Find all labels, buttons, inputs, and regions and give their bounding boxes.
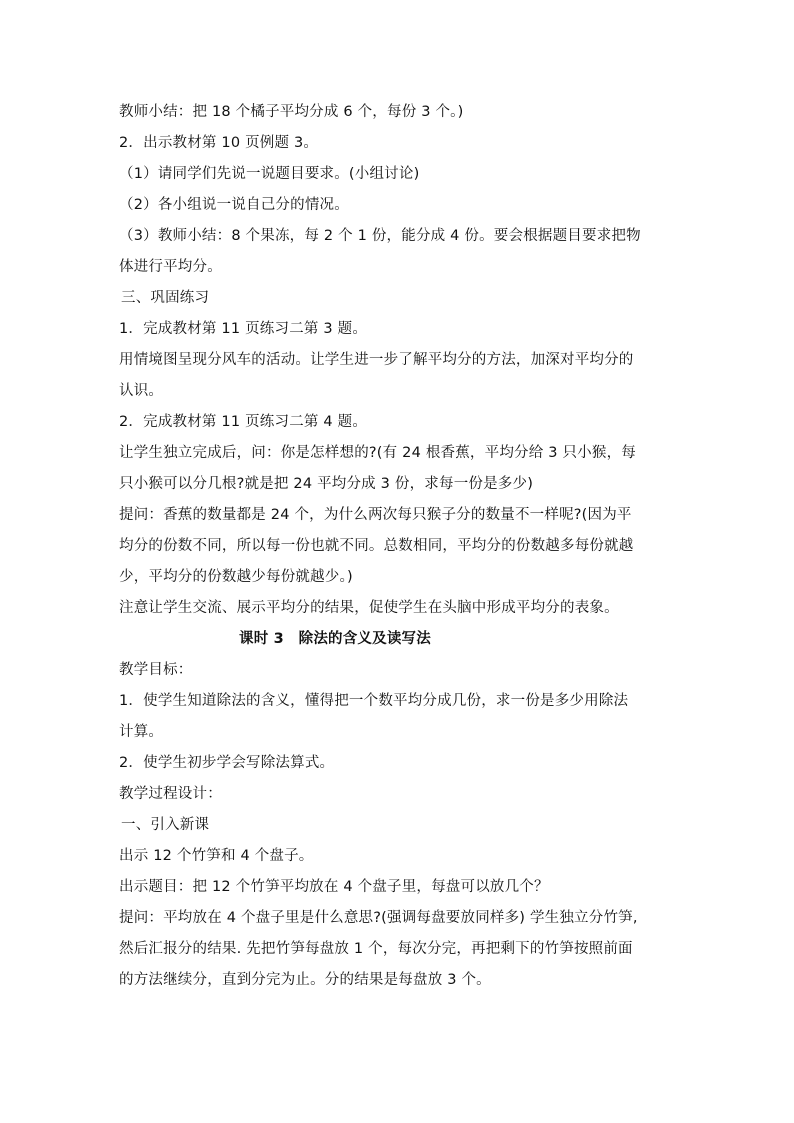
- lesson-title: 课时 3 除法的含义及读写法: [239, 631, 431, 647]
- paragraph-line: 提问：香蕉的数量都是 24 个，为什么两次每只猴子分的数量不一样呢?(因为平: [119, 507, 632, 523]
- paragraph-line: 的方法继续分，直到分完为止。分的结果是每盘放 3 个。: [119, 972, 491, 988]
- paragraph-line: 提问：平均放在 4 个盘子里是什么意思?(强调每盘要放同样多) 学生独立分竹笋,: [119, 910, 638, 926]
- paragraph-line: 体进行平均分。: [119, 259, 222, 275]
- paragraph-line: 计算。: [119, 724, 164, 740]
- paragraph-line: 2．完成教材第 11 页练习二第 4 题。: [119, 414, 368, 430]
- paragraph-line: 少，平均分的份数越少每份就越少。): [119, 569, 353, 585]
- section-heading: 一、引入新课: [121, 817, 210, 833]
- paragraph-line: 2．出示教材第 10 页例题 3。: [119, 135, 319, 151]
- paragraph-line: 1．使学生知道除法的含义，懂得把一个数平均分成几份，求一份是多少用除法: [119, 693, 629, 709]
- paragraph-line: （3）教师小结：8 个果冻，每 2 个 1 份，能分成 4 份。要会根据题目要求把物: [119, 228, 641, 244]
- paragraph-line: 注意让学生交流、展示平均分的结果，促使学生在头脑中形成平均分的表象。: [119, 600, 619, 616]
- paragraph-line: 用情境图呈现分风车的活动。让学生进一步了解平均分的方法，加深对平均分的: [119, 352, 634, 368]
- paragraph-line: 然后汇报分的结果. 先把竹笋每盘放 1 个，每次分完，再把剩下的竹笋按照前面: [119, 941, 633, 957]
- paragraph-line: （1）请同学们先说一说题目要求。(小组讨论): [119, 166, 420, 182]
- paragraph-line: 只小猴可以分几根?就是把 24 平均分成 3 份，求每一份是多少): [119, 476, 534, 492]
- paragraph-line: 让学生独立完成后，问：你是怎样想的?(有 24 根香蕉，平均分给 3 只小猴，每: [119, 445, 636, 461]
- paragraph-line: 认识。: [119, 383, 164, 399]
- paragraph-line: 出示 12 个竹笋和 4 个盘子。: [119, 848, 314, 864]
- paragraph-line: 均分的份数不同，所以每一份也就不同。总数相同，平均分的份数越多每份就越: [119, 538, 634, 554]
- paragraph-line: 1．完成教材第 11 页练习二第 3 题。: [119, 321, 368, 337]
- paragraph-line: （2）各小组说一说自己分的情况。: [119, 197, 349, 213]
- paragraph-line: 教学过程设计：: [119, 786, 222, 802]
- section-heading: 三、巩固练习: [121, 290, 210, 306]
- paragraph-line: 2．使学生初步学会写除法算式。: [119, 755, 335, 771]
- document-page: [119, 97, 679, 996]
- paragraph-line: 出示题目：把 12 个竹笋平均放在 4 个盘子里，每盘可以放几个？: [119, 879, 549, 895]
- paragraph-line: 教学目标：: [119, 662, 193, 678]
- paragraph-line: 教师小结：把 18 个橘子平均分成 6 个，每份 3 个。): [119, 104, 464, 120]
